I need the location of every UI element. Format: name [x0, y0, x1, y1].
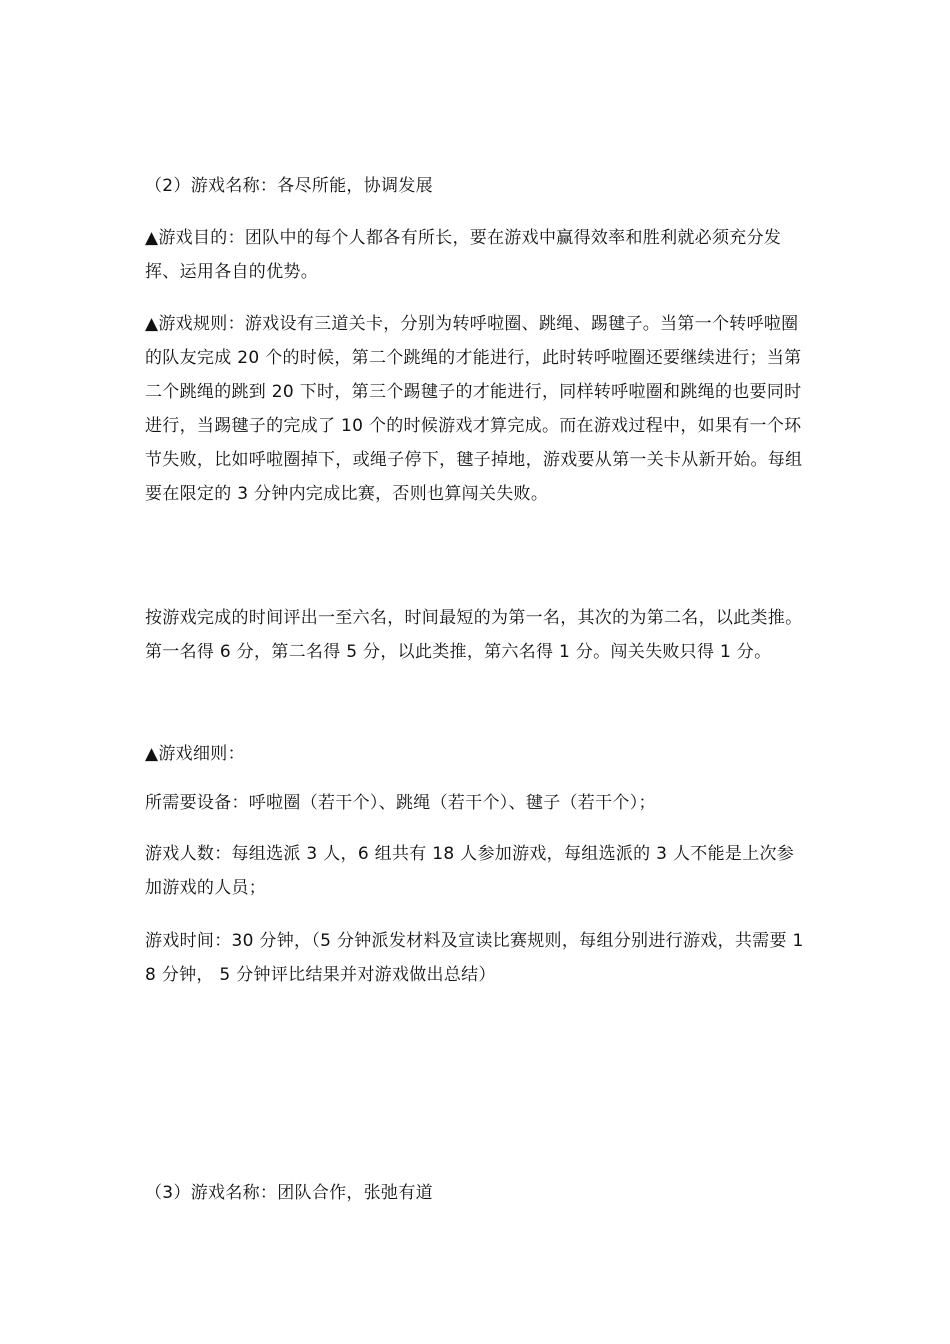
game2-title: （2）游戏名称：各尽所能，协调发展: [145, 176, 433, 196]
game3-title: （3）游戏名称：团队合作，张弛有道: [145, 1183, 433, 1203]
game2-equipment: 所需要设备：呼啦圈（若干个）、跳绳（若干个）、毽子（若干个）；: [145, 793, 656, 813]
game2-purpose: ▲游戏目的：团队中的每个人都各有所长，要在游戏中赢得效率和胜利就必须充分发挥、运用各自的优势。: [145, 228, 782, 282]
game2-players: 游戏人数：每组选派 3 人，6 组共有 18 人参加游戏，每组选派的 3 人不能是上次参加游戏的人员；: [145, 844, 795, 898]
game2-scoring: 按游戏完成的时间评出一至六名，时间最短的为第一名，其次的为第二名，以此类推。第一名得 6 分，第二名得 5 分，以此类推，第六名得 1 分。闯关失败只得 1 分。: [145, 608, 803, 662]
game2-time: 游戏时间：30 分钟，（5 分钟派发材料及宣读比赛规则，每组分别进行游戏，共需要 18 分钟， 5 分钟评比结果并对游戏做出总结）: [145, 931, 804, 985]
game2-details-heading: ▲游戏细则：: [145, 744, 245, 764]
game2-rules: ▲游戏规则：游戏设有三道关卡，分别为转呼啦圈、跳绳、踢毽子。当第一个转呼啦圈的队友完成 20 个的时候，第二个跳绳的才能进行，此时转呼啦圈还要继续进行；当第二个跳绳的跳到 20 下时，第三个踢毽子的才能进行，同样转呼啦圈和跳绳的也要同时进行，当踢毽子的完成了 10 个的时候游戏才算完成。而在游戏过程中，如果有一个环节失败，比如呼啦圈掉下，或绳子停下，毽子掉地，游戏要从第一关卡从新开始。每组要在限定的 3 分钟内完成比赛，否则也算闯关失败。: [145, 314, 803, 504]
